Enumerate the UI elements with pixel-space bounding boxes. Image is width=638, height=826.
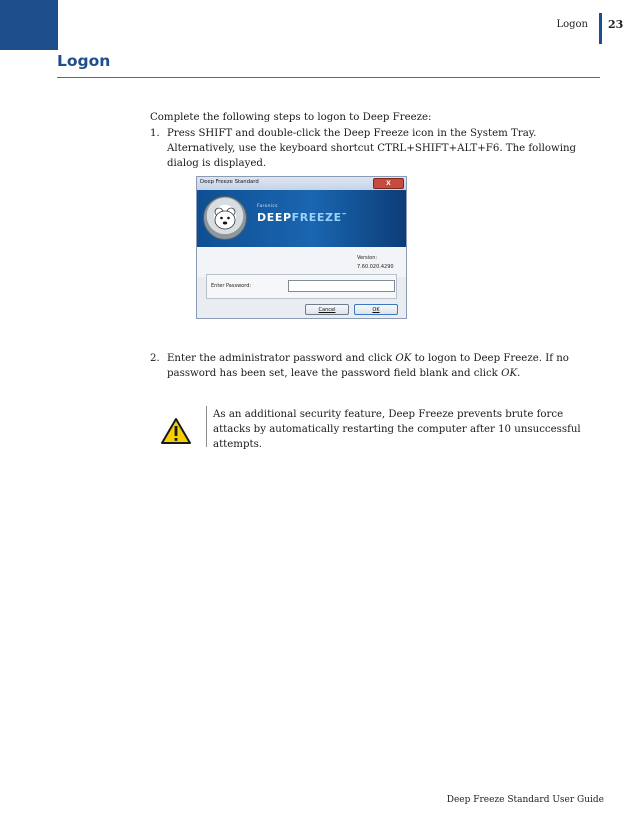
corner-block xyxy=(0,0,58,50)
step-text-part: Enter the administrator password and click xyxy=(167,353,396,364)
warning-icon xyxy=(160,417,192,449)
password-label: Enter Password: xyxy=(211,283,252,289)
brand-part2: FREEZE xyxy=(291,211,342,224)
step-text-part: to logon to Deep Freeze. If no password has been set, leave the password field blank and click xyxy=(167,353,569,379)
step-number: 2. xyxy=(150,353,160,364)
logon-dialog xyxy=(196,176,407,319)
dialog-title: Deep Freeze Standard xyxy=(200,179,259,185)
cancel-button[interactable]: Cancel xyxy=(305,304,349,315)
note-text: As an additional security feature, Deep Freeze prevents brute force attacks by automatically restarting the computer after 10 unsuccessful attempts. xyxy=(213,409,581,450)
page-title: Logon xyxy=(57,52,111,70)
dialog-banner xyxy=(197,190,406,247)
polar-bear-logo-icon xyxy=(203,196,247,240)
brand-part1: DEEP xyxy=(257,211,292,224)
intro-text: Complete the following steps to logon to Deep Freeze: xyxy=(150,112,432,123)
version-band xyxy=(197,247,406,277)
dialog-titlebar xyxy=(197,177,406,190)
close-button[interactable]: X xyxy=(373,178,404,189)
brand-name xyxy=(257,211,347,224)
password-group xyxy=(206,274,397,299)
header-divider xyxy=(599,13,602,44)
page-number: 23 xyxy=(608,18,624,31)
note-divider xyxy=(206,406,207,447)
title-rule xyxy=(57,77,600,78)
step-text xyxy=(167,351,605,381)
version-label: Version: xyxy=(357,255,378,261)
step-text: Press SHIFT and double-click the Deep Freeze icon in the System Tray. Alternatively, use the keyboard shortcut CTRL+SHIFT+ALT+F6. The following dialog is displayed. xyxy=(167,128,577,169)
password-input[interactable] xyxy=(288,280,395,292)
header-section-name: Logon xyxy=(556,19,588,30)
step-2 xyxy=(150,351,605,381)
step-emphasis: OK xyxy=(395,353,412,364)
step-1 xyxy=(150,126,605,171)
step-number: 1. xyxy=(150,128,160,139)
brand-vendor: Faronics xyxy=(257,204,278,209)
footer-text: Deep Freeze Standard User Guide xyxy=(446,795,604,805)
step-emphasis: OK xyxy=(501,368,518,379)
step-text-part: . xyxy=(517,368,521,379)
brand-tm: ™ xyxy=(341,212,348,219)
ok-button[interactable]: OK xyxy=(354,304,398,315)
version-value: 7.60.020.4290 xyxy=(357,264,394,270)
